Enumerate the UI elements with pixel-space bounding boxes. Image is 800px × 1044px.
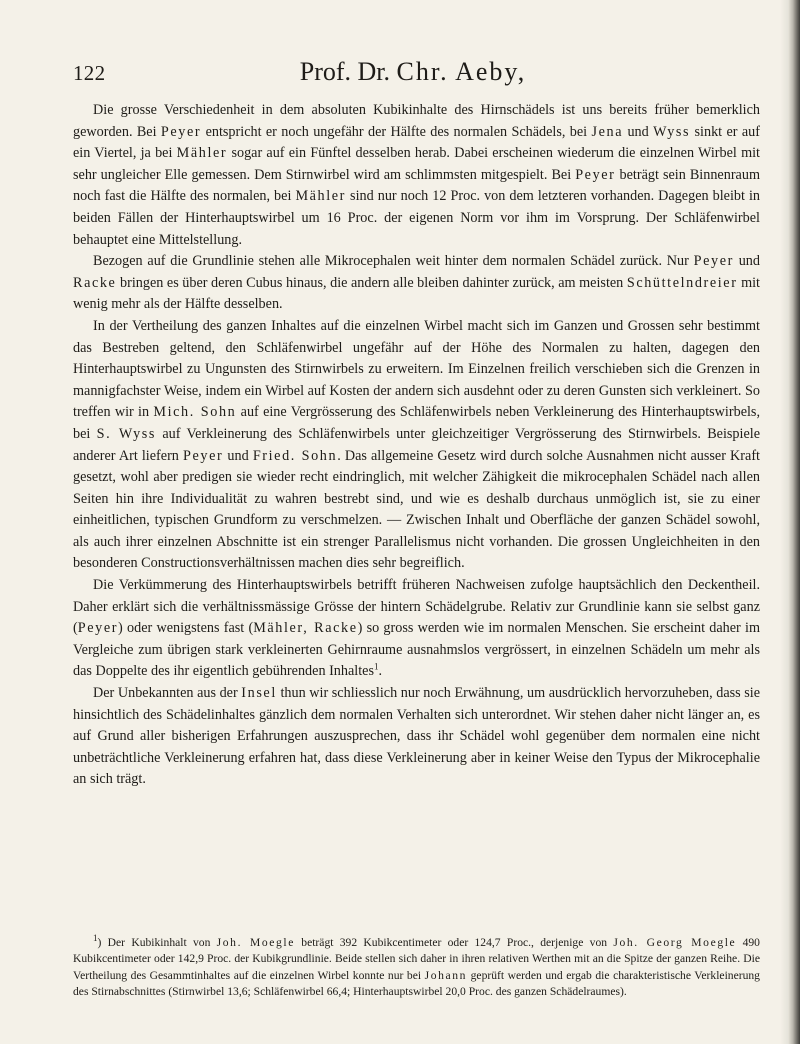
text-run: . Das allgemeine Gesetz wird durch solche Ausnahmen nicht ausser Kraft gesetzt, wohl aber predigen sie wieder recht eindringlich, mit welcher Zähigkeit die mikrocephalen Schädel nach allen Seiten hin ihre Individualität zu wahren bestrebt sind, und wie es deshalb durchaus unmöglich ist, sie zu einer einheitlichen, typischen Grundform zu verschmelzen. — Zwischen Inhalt und Oberfläche der ganzen Schädel sowohl, als auch ihrer einzelnen Abschnitte ist ein strenger Parallelismus nicht vorhanden. Die grossen Ungleichheiten in den besonderen Constructionsverhältnissen machen dies sehr begreiflich. [73,447,760,572]
name-emphasis: Peyer [160,123,202,140]
text-run: und [733,253,760,270]
running-head-prefix: Prof. Dr. [299,57,397,86]
name-emphasis: Peyer [693,253,734,270]
name-emphasis: Wyss [653,123,691,140]
text-run: Der Unbekannten aus der [93,685,242,702]
name-emphasis: Mähler, Racke [253,620,358,637]
name-emphasis: Joh. Georg Moegle [613,936,737,949]
text-run: und [623,123,654,140]
body-text [73,100,760,791]
text-run: und [223,447,253,464]
name-emphasis: Jena [591,123,624,140]
text-run: bringen es über deren Cubus hinaus, die andern alle bleiben dahinter zurück, am meisten [116,274,627,291]
text-run: . [378,663,383,680]
text-run: sind nur noch 12 Proc. von dem letzteren vorhanden. Dagegen bleibt in beiden Fällen der Hinterhauptswirbel um 16 Proc. der eigenen Norm vor ihm im Vorsprung. Der Schläfenwirbel behauptet eine Mittelstellung. [73,188,760,248]
footnote-marker: 1 [93,933,98,944]
name-emphasis: Mich. Sohn [153,404,237,421]
footnote-1 [73,935,760,1001]
footnote-marker: 1 [374,661,379,672]
name-emphasis: Insel [241,685,277,702]
name-emphasis: Peyer [183,447,224,464]
text-run: beträgt sein Binnenraum noch fast die Hälfte des normalen, bei [73,166,760,205]
text-run: ) so gross werden wie im normalen Menschen. Sie erscheint daher im Vergleiche zum übrigen stark verkleinerten Gehirnraume ausnahmslos vergrössert, in einzelnen Schädeln um mehr als das Doppelte des ihr eigentlich gebührenden Inhaltes [73,620,760,680]
name-emphasis: Mähler [295,188,347,205]
name-emphasis: Schüttelndreier [626,274,738,291]
name-emphasis: Mähler [176,145,228,162]
name-emphasis: Peyer [575,166,616,183]
paragraph-5 [73,683,760,791]
text-run: sogar auf ein Fünftel desselben herab. Dabei erscheinen wiederum die einzelnen Wirbel mit sehr ungleicher Elle gemessen. Dem Stirnwirbel wird am schlimmsten mitgespielt. Bei [73,145,760,183]
name-emphasis: Peyer [77,620,119,637]
page-header [73,57,753,89]
text-run: 490 Kubikcentimeter oder 142,9 Proc. der Kubikgrundlinie. Beide stellen sich daher in ihren relativen Werthen mit an die Spitze der ganzen Reihe. Die Vertheilung des Gesammtinhaltes auf die einzelnen Wirbel konnte nur bei [73,936,760,982]
page-number: 122 [73,61,106,85]
name-emphasis: Joh. Moegle [216,936,295,949]
text-run: mit wenig mehr als der Hälfte desselben. [73,274,760,313]
text-run: Die Verkümmerung des Hinterhauptswirbels betrifft früheren Nachweisen zufolge hauptsächlich den Deckentheil. Daher erklärt sich die verhältnissmässige Grösse der hintern Schädelgrube. Relativ zur Grundlinie kann sie selbst ganz ( [73,577,760,637]
name-emphasis: Racke [73,274,117,291]
paragraph-4 [73,575,760,683]
name-emphasis: Johann [424,968,468,982]
text-run: Bezogen auf die Grundlinie stehen alle Mikrocephalen weit hinter dem normalen Schädel zurück. Nur [93,253,694,270]
running-head-first: Chr. [396,57,449,86]
text-run: ) oder wenigstens fast ( [118,620,254,637]
running-head [73,57,753,87]
text-run: beträgt 392 Kubikcentimeter oder 124,7 Proc., derjenige von [294,936,614,949]
text-run: auf Verkleinerung des Schläfenwirbels unter gleichzeitiger Vergrösserung des Stirnwirbels. Beispiele anderer Art liefern [73,425,760,464]
name-emphasis: Fried. Sohn [252,447,338,464]
text-run: ) Der Kubikinhalt von [97,936,217,949]
footnotes [73,935,760,1001]
text-run: In der Vertheilung des ganzen Inhaltes auf die einzelnen Wirbel macht sich im Ganzen und Grossen sehr bestimmt das Bestreben geltend, den Schläfenwirbel ungefähr auf der Höhe des Normalen zu halten, dagegen den Hinterhauptswirbel zu Ungunsten des Stirnwirbels zu erweitern. Im Einzelnen freilich verschieben sich die Grenzen in mannigfachster Weise, indem ein Wirbel auf Kosten der andern sich ausdehnt oder zu deren Gunsten sich verkleinert. So treffen wir in [73,317,760,421]
page-binding-edge [788,0,800,1044]
paragraph-1 [73,100,760,251]
paragraph-2 [73,251,760,316]
text-run: Die grosse Verschiedenheit in dem absoluten Kubikinhalte des Hirnschädels ist uns bereits früher bemerklich geworden. Bei [73,102,760,140]
text-run: auf eine Vergrösserung des Schläfenwirbels neben Verkleinerung des Hinterhauptswirbels, bei [73,404,760,442]
running-head-last: Aeby, [455,57,527,86]
text-run: entspricht er noch ungefähr der Hälfte des normalen Schädels, bei [201,123,592,140]
text-run: thun wir schliesslich nur noch Erwähnung, um ausdrücklich hervorzuheben, dass sie hinsichtlich des Schädelinhaltes gänzlich dem normalen Verhalten sich unterordnet. Wir stehen daher nicht länger an, es auf Grund aller bisherigen Erfahrungen auszusprechen, dass ihr Schädel wohl gegenüber dem normalen eine nicht unbeträchtliche Verkleinerung erfahren hat, dass diese Verkleinerung aber in keiner Weise den Typus der Mikrocephalie an sich trägt. [73,685,761,788]
name-emphasis: S. Wyss [96,425,157,442]
text-run: geprüft werden und ergab die charakteristische Verkleinerung des Stirnabschnittes (Stirnwirbel 13,6; Schläfenwirbel 66,4; Hinterhauptswirbel 20,0 Proc. des ganzen Schädelraumes). [73,968,760,999]
text-run: sinkt er auf ein Viertel, ja bei [73,123,760,162]
paragraph-3 [73,316,760,575]
